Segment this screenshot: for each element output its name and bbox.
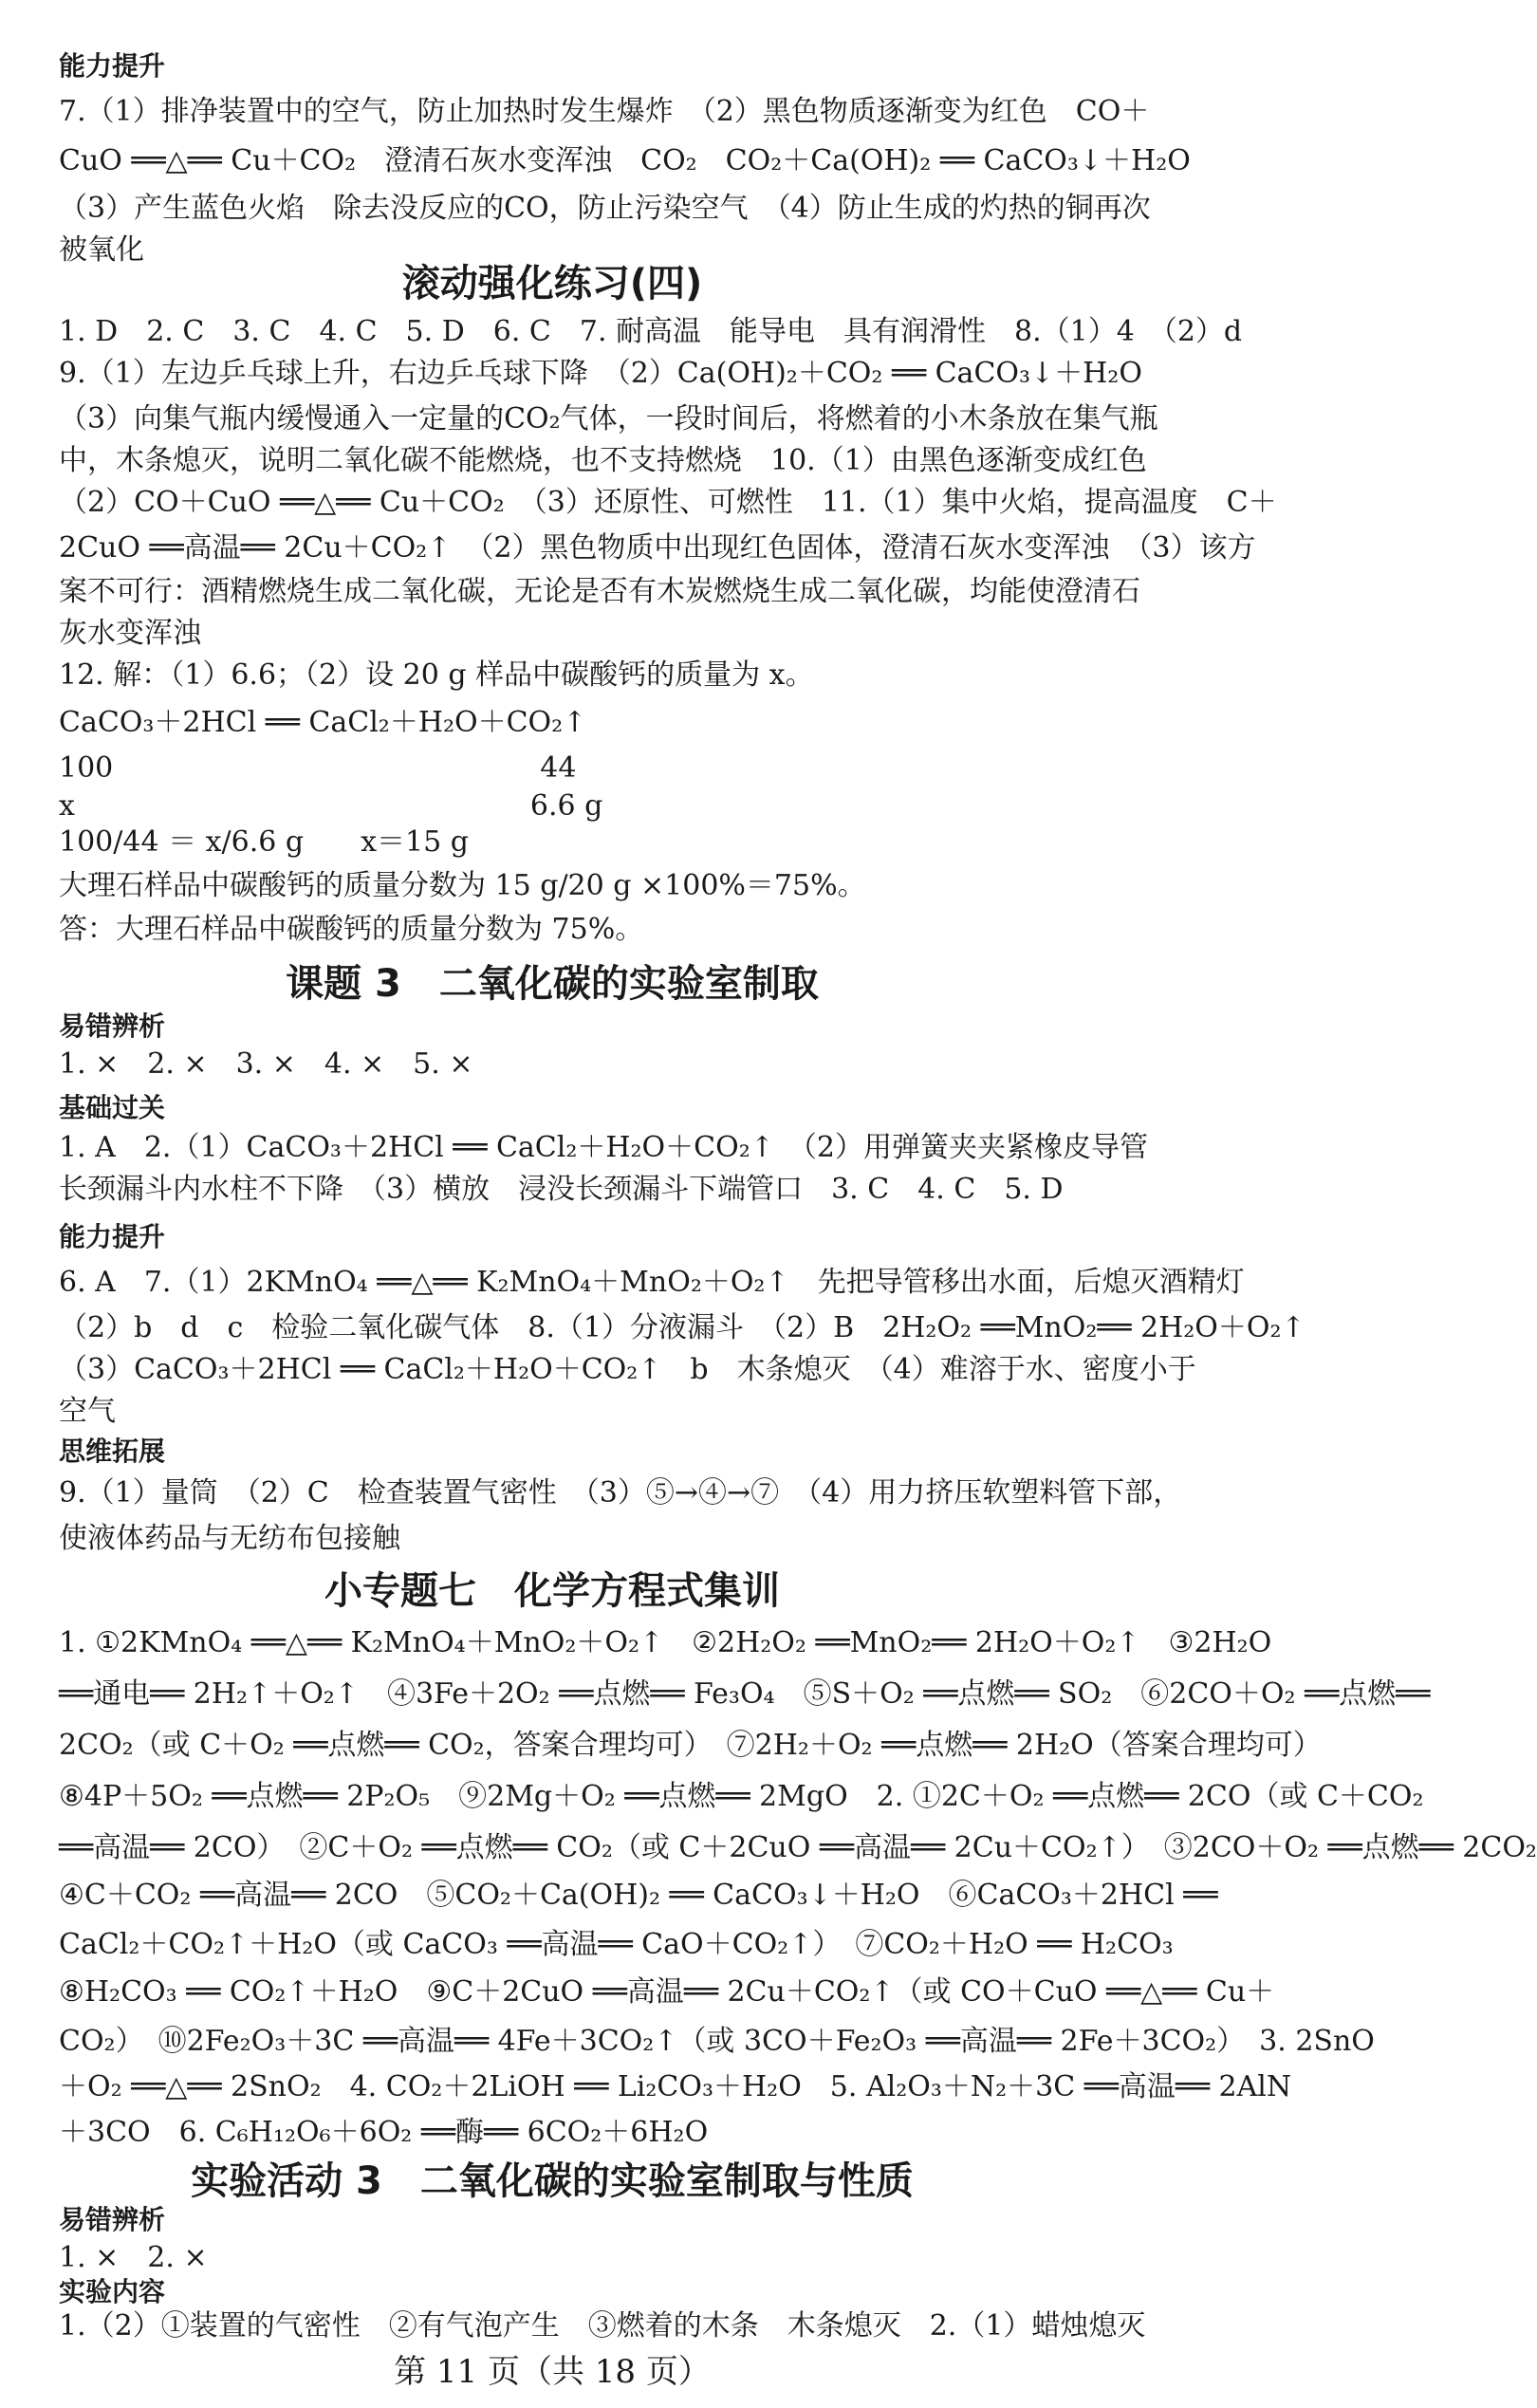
answer-line: ⑧4P＋5O₂ ══点燃══ 2P₂O₅ ⑨2Mg＋O₂ ══点燃══ 2MgO 2. ①2C＋O₂ ══点燃══ 2CO（或 C＋CO₂ (59, 1780, 1424, 1813)
answer-line: ⑧H₂CO₃ ══ CO₂↑＋H₂O ⑨C＋2CuO ══高温══ 2Cu＋CO₂↑（或 CO＋CuO ══△══ Cu＋ (59, 1975, 1275, 2009)
answer-line: 空气 (59, 1395, 116, 1428)
subsection-heading: 基础过关 (59, 1092, 166, 1123)
subsection-heading: 思维拓展 (59, 1436, 166, 1467)
answer-line: 大理石样品中碳酸钙的质量分数为 15 g/20 g ×100%＝75%。 (59, 869, 866, 902)
subsection-heading: 能力提升 (59, 1221, 166, 1252)
answer-line: 长颈漏斗内水柱不下降 （3）横放 浸没长颈漏斗下端管口 3. C 4. C 5. D (59, 1173, 1064, 1206)
answer-line: （3）产生蓝色火焰 除去没反应的CO，防止污染空气 （4）防止生成的灼热的铜再次 (59, 192, 1151, 225)
answer-line: ＋3CO 6. C₆H₁₂O₆＋6O₂ ══酶══ 6CO₂＋6H₂O (59, 2116, 709, 2149)
subsection-heading: 实验内容 (59, 2276, 166, 2307)
section-title: 实验活动 3 二氧化碳的实验室制取与性质 (191, 2159, 914, 2203)
answer-line: 被氧化 (59, 233, 144, 267)
answer-line: 2CuO ══高温══ 2Cu＋CO₂↑ （2）黑色物质中出现红色固体，澄清石灰水变浑浊 （3）该方 (59, 531, 1256, 565)
answer-line: 1. × 2. × 3. × 4. × 5. × (59, 1047, 473, 1081)
answer-line: 答：大理石样品中碳酸钙的质量分数为 75%。 (59, 913, 644, 946)
answer-line: 2CO₂（或 C＋O₂ ══点燃══ CO₂，答案合理均可） ⑦2H₂＋O₂ ══点燃══ 2H₂O（答案合理均可） (59, 1729, 1322, 1762)
answer-line: 1.（2）①装置的气密性 ②有气泡产生 ③燃着的木条 木条熄灭 2.（1）蜡烛熄灭 (59, 2309, 1146, 2343)
answer-line: 1. ①2KMnO₄ ══△══ K₂MnO₄＋MnO₂＋O₂↑ ②2H₂O₂ ══MnO₂══ 2H₂O＋O₂↑ ③2H₂O (59, 1626, 1272, 1659)
answer-line: CO₂） ⑩2Fe₂O₃＋3C ══高温══ 4Fe＋3CO₂↑（或 3CO＋Fe₂O₃ ══高温══ 2Fe＋3CO₂） 3. 2SnO (59, 2025, 1375, 2058)
section-title: 滚动强化练习(四) (401, 262, 703, 306)
answer-line: ④C＋CO₂ ══高温══ 2CO ⑤CO₂＋Ca(OH)₂ ══ CaCO₃↓＋H₂O ⑥CaCO₃＋2HCl ══ (59, 1879, 1218, 1912)
answer-line: 灰水变浑浊 (59, 617, 201, 650)
answer-line: （2）CO＋CuO ══△══ Cu＋CO₂ （3）还原性、可燃性 11.（1）集中火焰，提高温度 C＋ (59, 486, 1277, 519)
answer-line: CaCl₂＋CO₂↑＋H₂O（或 CaCO₃ ══高温══ CaO＋CO₂↑） ⑦CO₂＋H₂O ══ H₂CO₃ (59, 1928, 1174, 1961)
answer-line: 中，木条熄灭，说明二氧化碳不能燃烧，也不支持燃烧 10.（1）由黑色逐渐变成红色 (59, 444, 1147, 477)
answer-line: 7.（1）排净装置中的空气，防止加热时发生爆炸 （2）黑色物质逐渐变为红色 CO＋ (59, 95, 1150, 128)
answer-line: ＋O₂ ══△══ 2SnO₂ 4. CO₂＋2LiOH ══ Li₂CO₃＋H₂O 5. Al₂O₃＋N₂＋3C ══高温══ 2AlN (59, 2070, 1292, 2103)
answer-line: 1. × 2. × (59, 2241, 208, 2274)
section-title: 课题 3 二氧化碳的实验室制取 (286, 962, 819, 1006)
answer-line: （2）b d c 检验二氧化碳气体 8.（1）分液漏斗 （2）B 2H₂O₂ ══MnO₂══ 2H₂O＋O₂↑ (59, 1311, 1306, 1344)
answer-line: CuO ══△══ Cu＋CO₂ 澄清石灰水变浑浊 CO₂ CO₂＋Ca(OH)₂ ══ CaCO₃↓＋H₂O (59, 144, 1191, 177)
answer-line: 案不可行：酒精燃烧生成二氧化碳，无论是否有木炭燃烧生成二氧化碳，均能使澄清石 (59, 575, 1140, 608)
subsection-heading: 易错辨析 (59, 1010, 166, 1042)
answer-line: 100 44 (59, 751, 577, 785)
page-footer: 第 11 页（共 18 页） (394, 2353, 711, 2391)
answer-line: 9.（1）左边乒乓球上升，右边乒乓球下降 （2）Ca(OH)₂＋CO₂ ══ CaCO₃↓＋H₂O (59, 357, 1142, 390)
answer-line: 1. D 2. C 3. C 4. C 5. D 6. C 7. 耐高温 能导电 具有润滑性 8.（1）4 （2）d (59, 315, 1243, 348)
answer-line: 使液体药品与无纺布包接触 (59, 1522, 400, 1555)
answer-line: 12. 解：（1）6.6；（2）设 20 g 样品中碳酸钙的质量为 x。 (59, 658, 814, 692)
answer-line: （3）CaCO₃＋2HCl ══ CaCl₂＋H₂O＋CO₂↑ b 木条熄灭 （4）难溶于水、密度小于 (59, 1353, 1196, 1386)
answer-line: ══高温══ 2CO） ②C＋O₂ ══点燃══ CO₂（或 C＋2CuO ══高温══ 2Cu＋CO₂↑） ③2CO＋O₂ ══点燃══ 2CO₂ (59, 1831, 1537, 1864)
answer-line: 100/44 ＝ x/6.6 g x＝15 g (59, 825, 469, 859)
answer-line: x 6.6 g (59, 789, 603, 823)
subsection-heading: 易错辨析 (59, 2204, 166, 2235)
answer-line: 9.（1）量筒 （2）C 检查装置气密性 （3）⑤→④→⑦ （4）用力挤压软塑料管下部， (59, 1476, 1182, 1510)
answer-line: ══通电══ 2H₂↑＋O₂↑ ④3Fe＋2O₂ ══点燃══ Fe₃O₄ ⑤S＋O₂ ══点燃══ SO₂ ⑥2CO＋O₂ ══点燃══ (59, 1677, 1431, 1711)
answer-line: （3）向集气瓶内缓慢通入一定量的CO₂气体，一段时间后，将燃着的小木条放在集气瓶 (59, 402, 1158, 435)
answer-line: CaCO₃＋2HCl ══ CaCl₂＋H₂O＋CO₂↑ (59, 706, 587, 739)
subsection-heading: 能力提升 (59, 50, 166, 82)
section-title: 小专题七 化学方程式集训 (324, 1569, 780, 1613)
answer-line: 6. A 7.（1）2KMnO₄ ══△══ K₂MnO₄＋MnO₂＋O₂↑ 先把导管移出水面，后熄灭酒精灯 (59, 1266, 1245, 1299)
answer-line: 1. A 2.（1）CaCO₃＋2HCl ══ CaCl₂＋H₂O＋CO₂↑ （2）用弹簧夹夹紧橡皮导管 (59, 1131, 1148, 1164)
